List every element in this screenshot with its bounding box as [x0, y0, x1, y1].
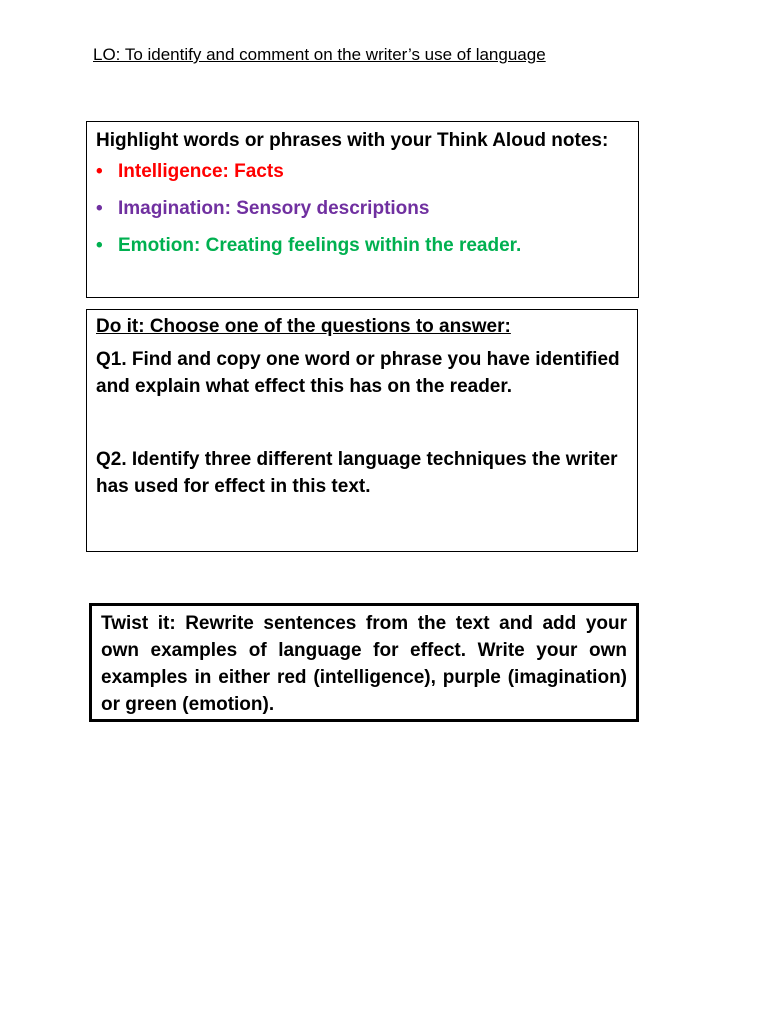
list-item-text: Emotion: Creating feelings within the reader.	[118, 235, 522, 256]
think-aloud-list	[96, 160, 629, 258]
question-2: Q2. Identify three different language techniques the writer has used for effect in this text.	[96, 449, 618, 497]
list-item-emotion	[96, 234, 629, 258]
list-item-text: Intelligence: Facts	[118, 161, 284, 182]
bullet-icon: •	[96, 235, 103, 256]
twist-it-text: Twist it: Rewrite sentences from the text and add your own examples of language for effect. Write your own examples in either red (intelligence), purple (imagination) or green (emotion).	[101, 613, 627, 715]
spacer	[96, 400, 628, 446]
do-it-box	[86, 309, 638, 552]
bullet-icon: •	[96, 161, 103, 182]
list-item-imagination	[96, 197, 629, 221]
question-1: Q1. Find and copy one word or phrase you have identified and explain what effect this has on the reader.	[96, 349, 620, 397]
learning-objective-heading: LO: To identify and comment on the writer’s use of language	[93, 45, 546, 64]
do-it-heading: Do it: Choose one of the questions to answer:	[96, 316, 511, 337]
list-item-intelligence	[96, 160, 629, 184]
bullet-icon: •	[96, 198, 103, 219]
highlight-instruction-text: Highlight words or phrases with your Think Aloud notes:	[96, 130, 609, 151]
list-item-text: Imagination: Sensory descriptions	[118, 198, 430, 219]
highlight-instructions-box	[86, 121, 639, 298]
twist-it-box	[89, 603, 639, 722]
